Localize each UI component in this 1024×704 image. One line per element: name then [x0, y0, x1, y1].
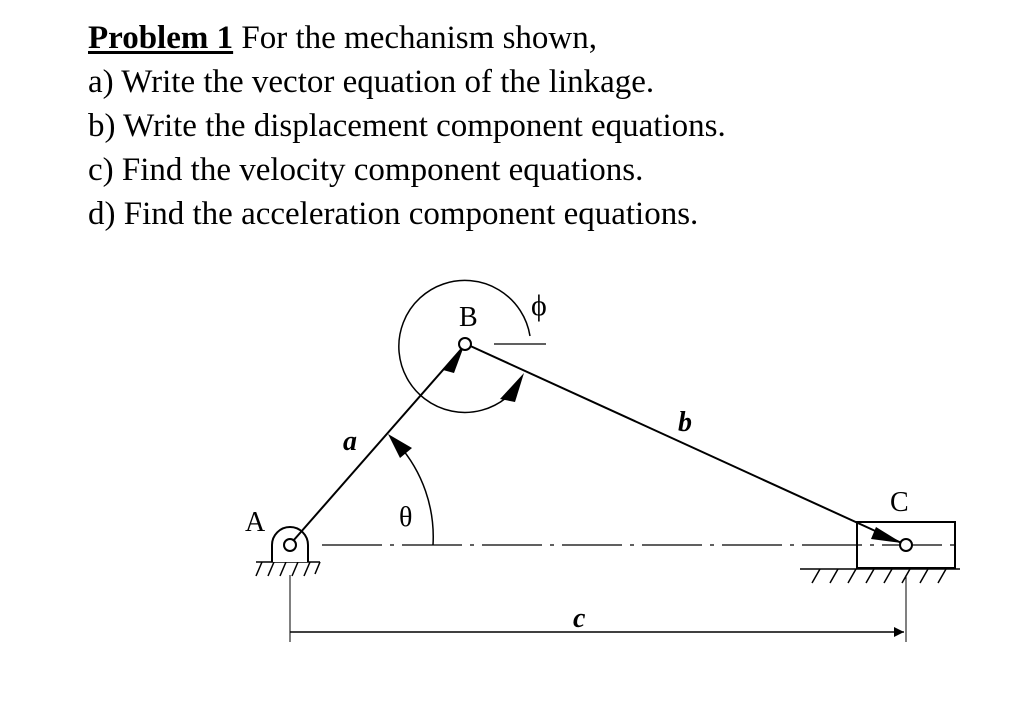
label-theta: θ	[399, 502, 413, 533]
problem-part-a: a) Write the vector equation of the linkage.	[88, 64, 655, 100]
pin-c	[900, 539, 912, 551]
label-link-c: c	[573, 603, 586, 634]
ground-c	[800, 569, 960, 583]
theta-arrowhead	[388, 434, 412, 458]
link-a-arrowhead	[443, 346, 464, 373]
link-a	[293, 346, 464, 541]
problem-part-b: b) Write the displacement component equations.	[88, 108, 726, 144]
label-link-a: a	[343, 426, 357, 457]
link-b	[466, 344, 906, 545]
ground-a	[256, 562, 320, 576]
problem-part-d: d) Find the acceleration component equations.	[88, 196, 699, 232]
label-phi: ϕ	[531, 289, 547, 322]
problem-heading: Problem 1	[88, 20, 234, 56]
label-c-point: C	[890, 487, 909, 518]
problem-part-c: c) Find the velocity component equations.	[88, 152, 644, 188]
phi-arrowhead	[500, 373, 524, 402]
link-b-arrowhead	[871, 527, 902, 543]
pin-b	[459, 338, 471, 350]
label-a-point: A	[245, 507, 266, 538]
problem-intro: For the mechanism shown,	[233, 20, 597, 56]
label-link-b: b	[678, 407, 692, 438]
label-b-point: B	[459, 302, 478, 333]
